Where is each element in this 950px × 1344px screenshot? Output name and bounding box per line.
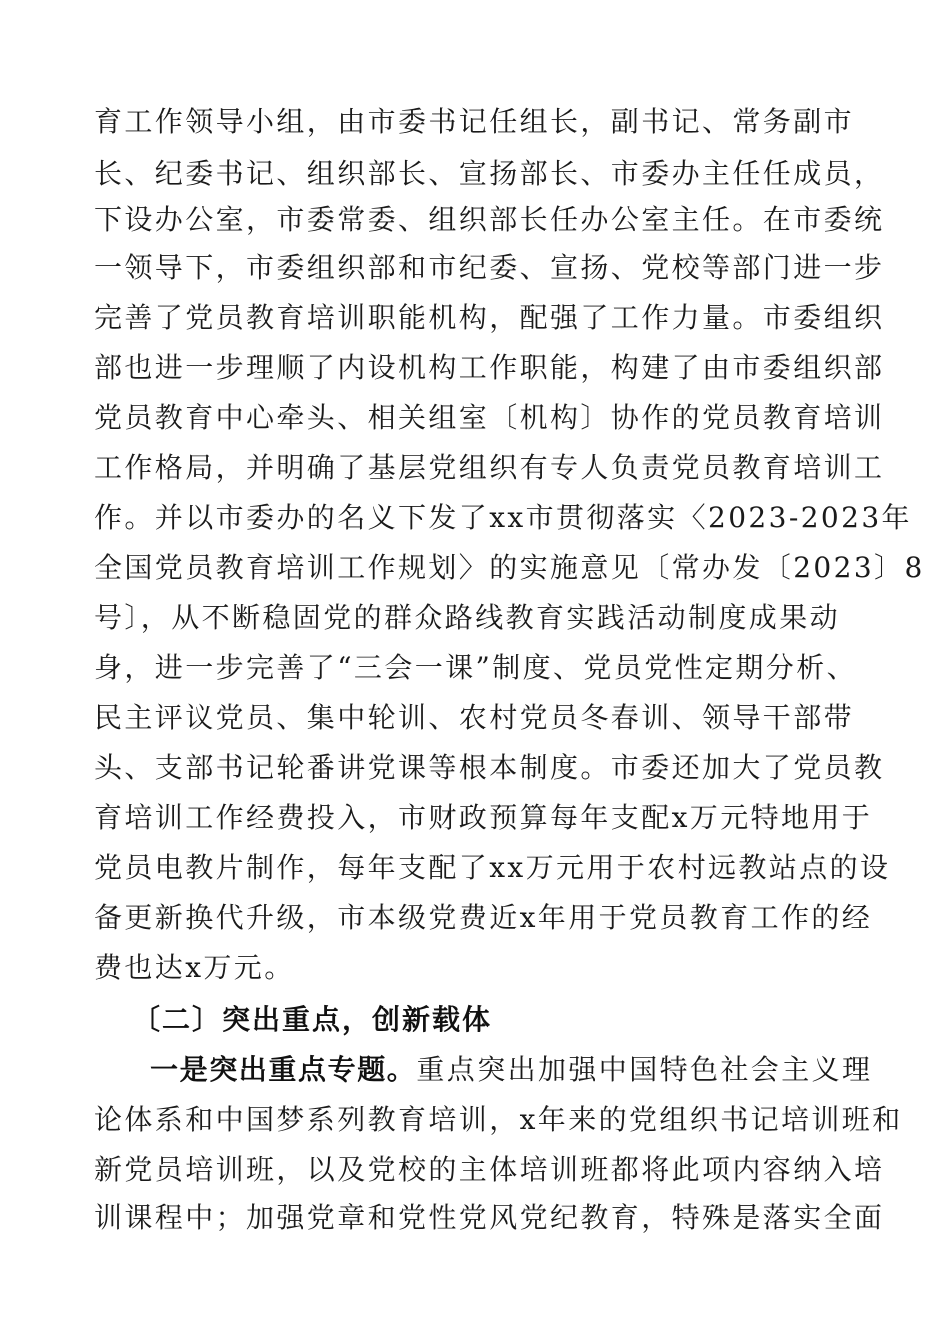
body-line-13: 民主评议党员、集中轮训、农村党员冬春训、领导干部带 <box>94 701 855 734</box>
body-line-1: 育工作领导小组，由市委书记任组长，副书记、常务副市 <box>94 105 855 138</box>
body-line-12: 身，进一步完善了“三会一课”制度、党员党性定期分析、 <box>94 651 858 684</box>
body-line-4: 一领导下，市委组织部和市纪委、宣扬、党校等部门进一步 <box>94 251 885 284</box>
para2-line-4: 训课程中；加强党章和党性党风党纪教育，特殊是落实全面 <box>94 1201 885 1234</box>
body-line-15: 育培训工作经费投入，市财政预算每年支配x万元特地用于 <box>94 801 873 834</box>
body-line-3: 下设办公室，市委常委、组织部长任办公室主任。在市委统 <box>94 203 885 236</box>
body-line-18: 费也达x万元。 <box>94 951 295 984</box>
body-line-10: 全国党员教育培训工作规划〉的实施意见〔常办发〔2023〕8 <box>94 551 925 584</box>
body-line-8: 工作格局，并明确了基层党组织有专人负责党员教育培训工 <box>94 451 885 484</box>
body-line-2: 长、纪委书记、组织部长、宣扬部长、市委办主任任成员， <box>94 157 885 190</box>
body-line-6: 部也进一步理顺了内设机构工作职能，构建了由市委组织部 <box>94 351 885 384</box>
body-line-5: 完善了党员教育培训职能机构，配强了工作力量。市委组织 <box>94 301 885 334</box>
paragraph-first-line <box>150 1052 872 1088</box>
paragraph-first-rest: 重点突出加强中国特色社会主义理 <box>416 1053 873 1086</box>
body-line-17: 备更新换代升级，市本级党费近x年用于党员教育工作的经 <box>94 901 873 934</box>
body-line-9: 作。并以市委办的名义下发了xx市贯彻落实〈2023-2023年 <box>94 501 912 534</box>
para2-line-2: 论体系和中国梦系列教育培训，x年来的党组织书记培训班和 <box>94 1103 903 1136</box>
body-line-11: 号〕，从不断稳固党的群众路线教育实践活动制度成果动 <box>94 601 841 634</box>
section-heading: 〔二〕突出重点，创新载体 <box>132 1003 493 1036</box>
body-line-7: 党员教育中心牵头、相关组室〔机构〕协作的党员教育培训 <box>94 401 885 434</box>
paragraph-lead: 一是突出重点专题。 <box>150 1053 417 1086</box>
body-line-14: 头、支部书记轮番讲党课等根本制度。市委还加大了党员教 <box>94 751 885 784</box>
body-line-16: 党员电教片制作，每年支配了xx万元用于农村远教站点的设 <box>94 851 891 884</box>
para2-line-3: 新党员培训班，以及党校的主体培训班都将此项内容纳入培 <box>94 1153 885 1186</box>
